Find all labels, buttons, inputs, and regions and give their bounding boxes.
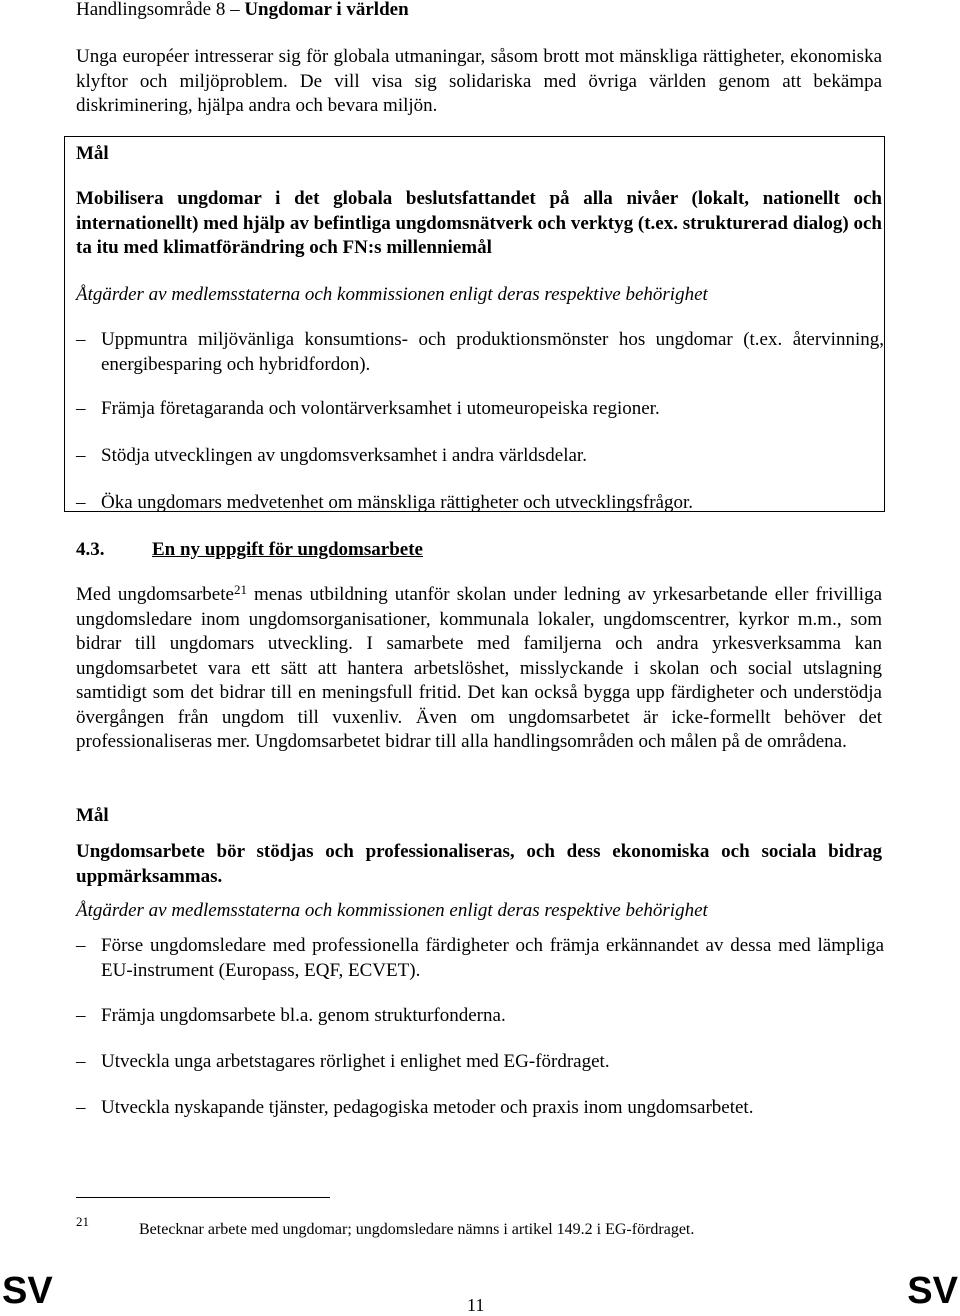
dash-bullet: – xyxy=(76,445,86,466)
dash-bullet: – xyxy=(76,398,86,419)
language-code-right: SV xyxy=(907,1270,958,1312)
list-item-text: Främja ungdomsarbete bl.a. genom strukturfonderna. xyxy=(101,1005,506,1026)
goal-text-1: Mobilisera ungdomar i det globala beslutsfattandet på alla nivåer (lokalt, nationellt och internationellt) med hjälp av befintliga ungdomsnätverk och verktyg (t.ex. strukturerad dialog) och ta itu med klimatförändring och FN:s millenniemål xyxy=(76,188,882,258)
footnote-ref[interactable]: 21 xyxy=(233,582,247,597)
list-item-text: Främja företagaranda och volontärverksamhet i utomeuropeiska regioner. xyxy=(101,398,660,419)
dash-bullet: – xyxy=(76,935,86,956)
footnote-separator xyxy=(76,1197,330,1198)
list-item xyxy=(76,491,884,516)
list-item xyxy=(76,444,884,469)
dash-bullet: – xyxy=(76,1005,86,1026)
body-rest: menas utbildning utanför skolan under ledning av yrkesarbetande eller frivilliga ungdomsledare inom ungdomsorganisationer, kommunala lokaler, ungdomscentrer, kyrkor m.m., som bidrar till ungdomars utveckling. I samarbete med familjerna och andra yrkesverksamma kan ungdomsarbetet vara ett sätt att hantera arbetslöshet, misslyckande i skolan och social utslagning samtidigt som det bidrar till en meningsfull fritid. Det kan också bygga upp färdigheter och understödja övergången från ungdom till vuxenliv. Även om ungdomsarbetet är icke-formellt behöver det professionaliseras mer. Ungdomsarbetet bidrar till alla handlingsområden och målen på de områdena. xyxy=(76,584,883,752)
dash-bullet: – xyxy=(76,492,86,513)
heading-title: Ungdomar i världen xyxy=(244,0,409,20)
intro-paragraph: Unga européer intresserar sig för globala utmaningar, såsom brott mot mänskliga rättigheter, ekonomiska klyftor och miljöproblem. De vill visa sig solidariska med övriga världen genom att bekämpa diskriminering, hjälpa andra och bevara miljön. xyxy=(76,46,882,116)
list-item-text: Utveckla nyskapande tjänster, pedagogiska metoder och praxis inom ungdomsarbetet. xyxy=(101,1097,754,1118)
body-paragraph xyxy=(76,583,882,755)
body-lead: Med ungdomsarbete xyxy=(76,584,234,605)
list-item-text: Utveckla unga arbetstagares rörlighet i enlighet med EG-fördraget. xyxy=(101,1051,610,1072)
section-number: 4.3. xyxy=(76,539,105,560)
list-item-text: Stödja utvecklingen av ungdomsverksamhet i andra världsdelar. xyxy=(101,445,587,466)
footnote-text: Betecknar arbete med ungdomar; ungdomsledare nämns i artikel 149.2 i EG-fördraget. xyxy=(139,1221,695,1238)
section-title: En ny uppgift för ungdomsarbete xyxy=(152,539,423,560)
language-code-left: SV xyxy=(2,1270,53,1312)
list-item xyxy=(76,934,884,983)
goal-text-2: Ungdomsarbete bör stödjas och professionaliseras, och dess ekonomiska och sociala bidrag uppmärksammas. xyxy=(76,841,882,887)
goal-label-2: Mål xyxy=(76,805,109,826)
actions-heading-2: Åtgärder av medlemsstaterna och kommissionen enligt deras respektive behörighet xyxy=(76,900,708,921)
heading-prefix: Handlingsområde 8 – xyxy=(76,0,245,20)
list-item xyxy=(76,1004,884,1029)
list-item-text: Uppmuntra miljövänliga konsumtions- och produktionsmönster hos ungdomar (t.ex. återvinning, energibesparing och hybridfordon). xyxy=(101,329,884,375)
page-heading xyxy=(76,0,409,23)
list-item-text: Öka ungdomars medvetenhet om mänskliga rättigheter och utvecklingsfrågor. xyxy=(101,492,693,513)
dash-bullet: – xyxy=(76,1051,86,1072)
list-item xyxy=(76,1050,884,1075)
list-item xyxy=(76,1096,884,1121)
footnote-number: 21 xyxy=(76,1214,89,1229)
dash-bullet: – xyxy=(76,329,86,350)
list-item-text: Förse ungdomsledare med professionella färdigheter och främja erkännandet av dessa med lämpliga EU-instrument (Europass, EQF, ECVET). xyxy=(101,935,884,981)
dash-bullet: – xyxy=(76,1097,86,1118)
list-item xyxy=(76,328,884,377)
goal-label-1: Mål xyxy=(76,143,109,164)
actions-heading-1: Åtgärder av medlemsstaterna och kommissionen enligt deras respektive behörighet xyxy=(76,284,708,305)
page-number: 11 xyxy=(467,1295,485,1315)
list-item xyxy=(76,397,884,422)
